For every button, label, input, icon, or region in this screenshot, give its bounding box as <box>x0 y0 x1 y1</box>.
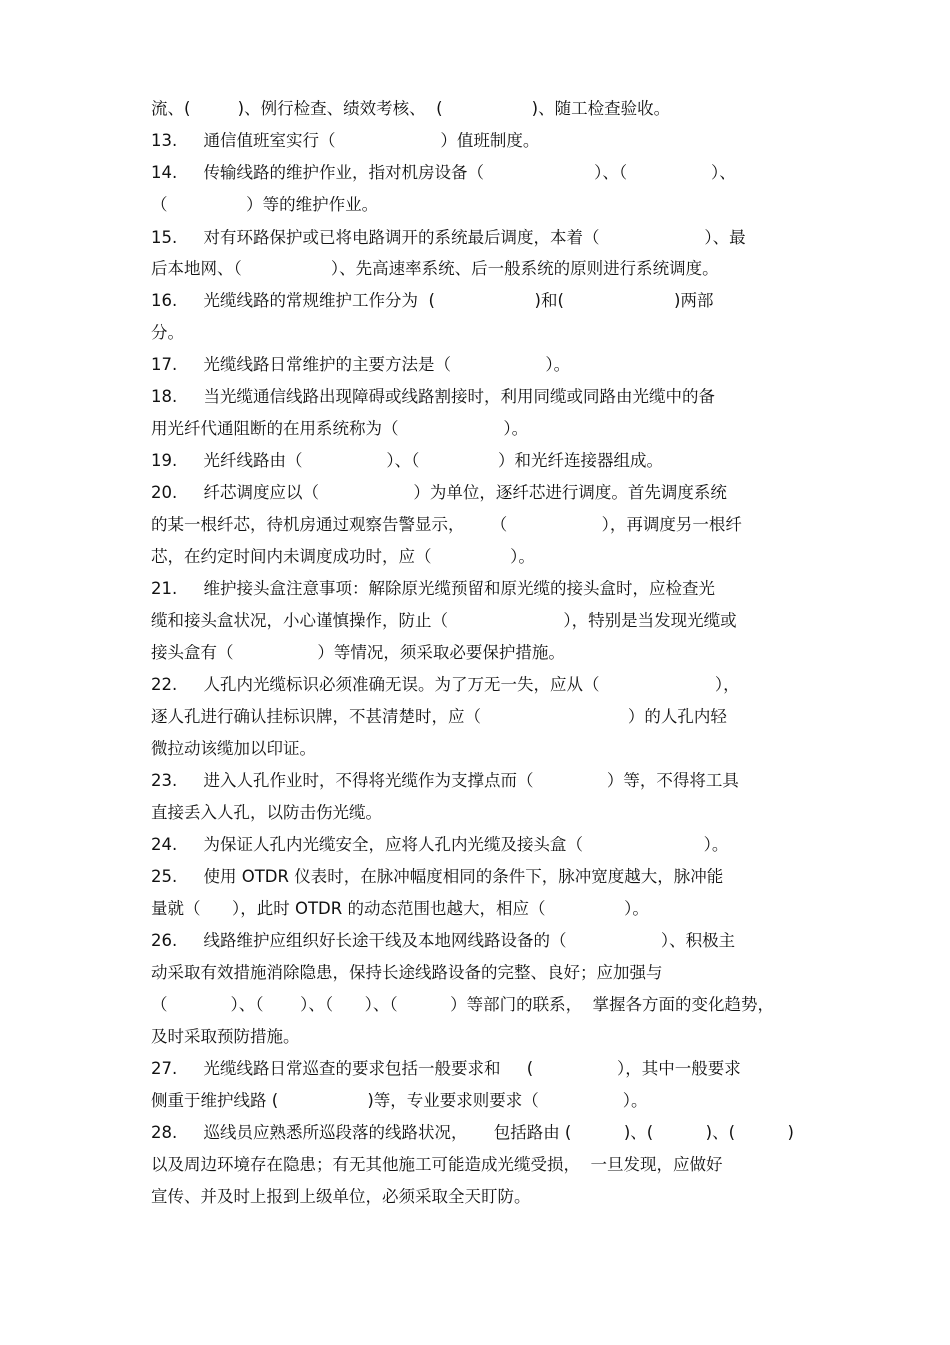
text-line: 缆和接头盒状况，小心谨慎操作，防止（ ），特别是当发现光缆或 <box>151 611 737 630</box>
text-line: 后本地网、（ ）、先高速率系统、后一般系统的原则进行系统调度。 <box>151 259 719 278</box>
text-line: 15. 对有环路保护或已将电路调开的系统最后调度，本着（ ）、最 <box>151 228 746 247</box>
text-line: 23. 进入人孔作业时，不得将光缆作为支撑点而（ ）等，不得将工具 <box>151 771 739 790</box>
text-line: 用光纤代通阻断的在用系统称为（ ）。 <box>151 419 529 438</box>
text-line: 的某一根纤芯，待机房通过观察告警显示， （ ），再调度另一根纤 <box>151 515 742 534</box>
text-line: 宣传、并及时上报到上级单位，必须采取全天盯防。 <box>151 1187 531 1206</box>
text-line: 微拉动该缆加以印证。 <box>151 739 316 758</box>
text-line: 芯，在约定时间内未调度成功时，应（ ）。 <box>151 547 535 566</box>
text-line: 21. 维护接头盒注意事项：解除原光缆预留和原光缆的接头盒时，应检查光 <box>151 579 715 598</box>
text-line: 分。 <box>151 323 184 342</box>
text-line: 接头盒有（ ）等情况，须采取必要保护措施。 <box>151 643 565 662</box>
text-line: （ ）等的维护作业。 <box>151 195 379 214</box>
text-line: 侧重于维护线路 ( )等，专业要求则要求（ ）。 <box>151 1091 648 1110</box>
text-line: 以及周边环境存在隐患；有无其他施工可能造成光缆受损， 一旦发现，应做好 <box>151 1155 723 1174</box>
text-line: 14. 传输线路的维护作业，指对机房设备（ ）、（ ）、 <box>151 163 736 182</box>
text-line: 24. 为保证人孔内光缆安全，应将人孔内光缆及接头盒（ ）。 <box>151 835 729 854</box>
text-line: 流、( )、例行检查、绩效考核、 ( )、随工检查验收。 <box>151 99 671 118</box>
text-line: 16. 光缆线路的常规维护工作分为 ( )和( )两部 <box>151 291 714 310</box>
text-line: 28. 巡线员应熟悉所巡段落的线路状况， 包括路由 ( )、( )、( ) <box>151 1123 794 1142</box>
text-line: 18. 当光缆通信线路出现障碍或线路割接时，利用同缆或同路由光缆中的备 <box>151 387 715 406</box>
text-line: （ ）、（ ）、（ ）、（ ）等部门的联系， 掌握各方面的变化趋势， <box>151 995 775 1014</box>
text-line: 13. 通信值班室实行（ ）值班制度。 <box>151 131 540 150</box>
text-line: 量就（ ），此时 OTDR 的动态范围也越大，相应（ ）。 <box>151 899 649 918</box>
text-line: 27. 光缆线路日常巡查的要求包括一般要求和 ( ），其中一般要求 <box>151 1059 741 1078</box>
text-line: 逐人孔进行确认挂标识牌，不甚清楚时，应（ ）的人孔内轻 <box>151 707 727 726</box>
text-line: 直接丢入人孔，以防击伤光缆。 <box>151 803 382 822</box>
text-line: 20. 纤芯调度应以（ ）为单位，逐纤芯进行调度。首先调度系统 <box>151 483 727 502</box>
text-line: 22. 人孔内光缆标识必须准确无误。为了万无一失，应从（ ）， <box>151 675 740 694</box>
text-line: 26. 线路维护应组织好长途干线及本地网线路设备的（ ）、积极主 <box>151 931 736 950</box>
text-line: 17. 光缆线路日常维护的主要方法是（ ）。 <box>151 355 571 374</box>
text-line: 及时采取预防措施。 <box>151 1027 300 1046</box>
text-line: 25. 使用 OTDR 仪表时，在脉冲幅度相同的条件下，脉冲宽度越大，脉冲能 <box>151 867 724 886</box>
text-line: 动采取有效措施消除隐患，保持长途线路设备的完整、良好；应加强与 <box>151 963 663 982</box>
text-line: 19. 光纤线路由（ ）、（ ）和光纤连接器组成。 <box>151 451 664 470</box>
